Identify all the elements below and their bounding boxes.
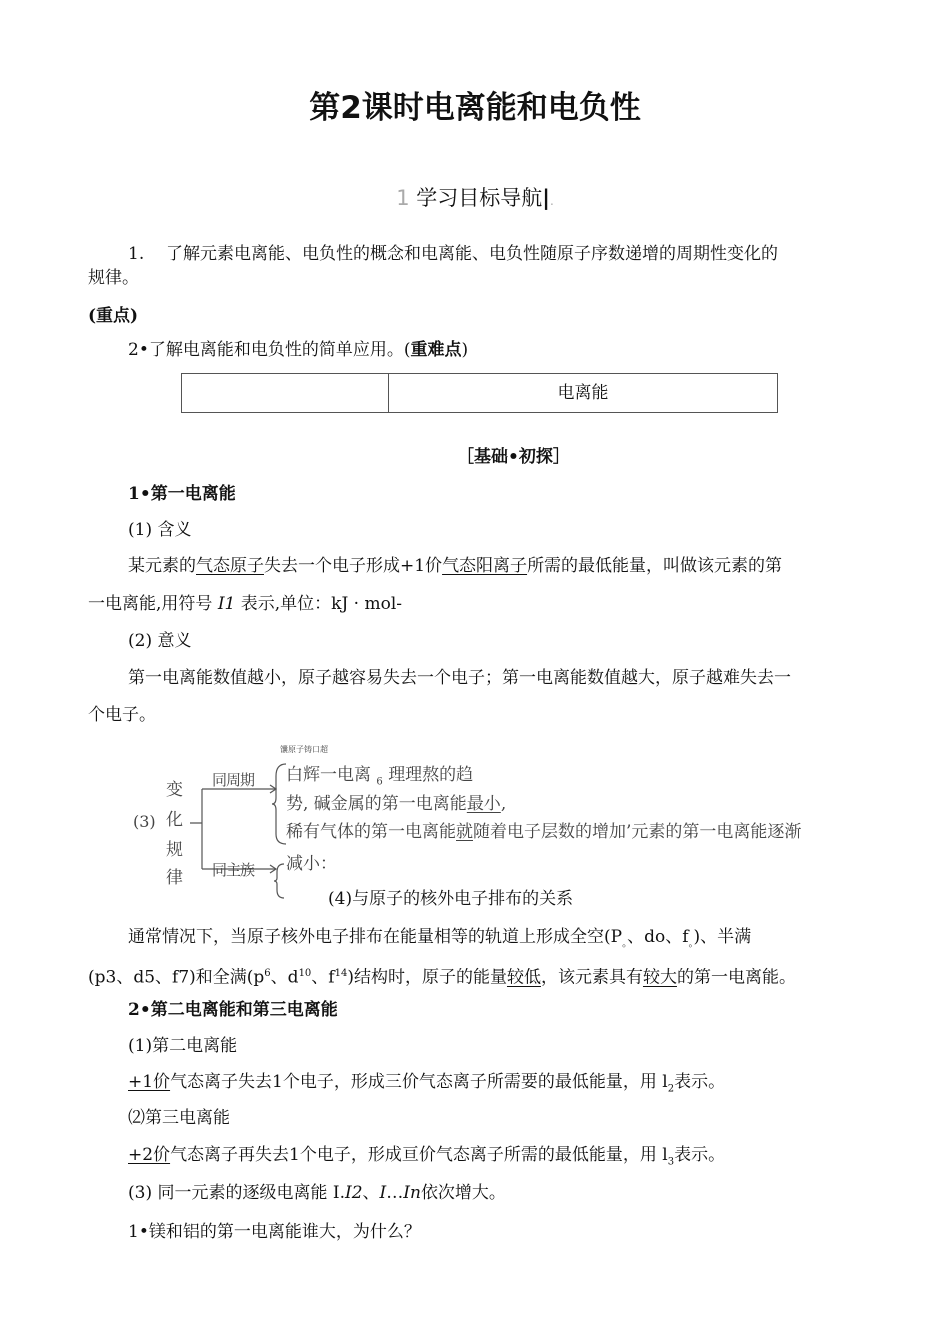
nav-number: 1 [396,186,410,210]
s1b-line1-a: 通常情况下，当原子核外电子排布在能量相等的轨道上形成全空(P [128,927,623,947]
def-text-b: 失去一个电子形成+1价 [264,556,443,576]
diagram-line-4: 减小： [286,854,337,874]
s1-heading: 1•第一电离能 [128,484,236,504]
diagram-branch-group: 同主族 [212,861,255,879]
def-underline-2: 气态阳离子 [442,556,528,576]
goal-2-text: 2•了解电离能和电负性的简单应用。( [128,340,411,360]
table-cell-empty [182,374,389,412]
diagram-line-3-underline: 就 [456,822,473,842]
def-underline-1: 气态原子 [196,556,264,576]
s2-line2-text: 气态离子再失去1个电子，形成亘价气态离子所需的最低能量，用 l [170,1145,668,1165]
s2-line3-b: 、 [362,1183,380,1203]
s1-def-line2 [88,592,402,616]
s1-sub1: (1) 含义 [128,520,192,540]
diagram-line-2-b: , [500,794,507,814]
diagram-line-3 [286,820,801,844]
goal-1-number: 1. [128,244,145,264]
s1b-line1-b: 、do、f [627,927,689,947]
table-cell-ionization: 电离能 [557,383,609,403]
s1-meaning-line1: 第一电离能数值越小，原子越容易失去一个电子；第一电离能数值越大，原子越难失去一 [128,668,791,688]
s2-line3-i2: I [379,1183,387,1203]
section-label: ［基础•初探］ [457,447,570,467]
diagram-char-3: 规 [166,840,183,860]
s1b-line1 [128,925,751,956]
s1b-line2-sup2: 10 [298,968,312,979]
goal-2-close: ) [461,340,469,360]
diagram-line-2-a: 势, 碱金属的第一电离能 [286,794,467,814]
goal-2-tag: 重难点 [410,340,462,360]
diagram-line-1-a: 白辉一电离 [286,765,371,785]
s1b-line2-f: 的第一电离能。 [676,967,796,988]
s1-sub4: (4)与原子的核外电子排布的关系 [328,889,574,909]
s1b-line1-end: )、半满 [693,927,752,947]
s1b-line2-c: 、f [311,967,335,988]
s2-line2-underline: +2价 [128,1145,171,1165]
s2-line1-underline: +1价 [128,1072,171,1092]
goal-1-tag: (重点) [88,306,139,326]
diagram-line-3-b: 随着电子层数的增加’元素的第一电离能逐渐 [473,822,802,842]
s1b-line2-d: )结构时，原子的能量 [347,967,507,988]
s2-line3-d: 依次增大。 [420,1183,506,1203]
s1b-line2-underline-1: 较低 [506,967,541,988]
s2-line1-text: 气态离子失去1个电子，形成三价气态离子所需要的最低能量，用 l [170,1072,668,1092]
goal-1-continued: 规律。 [88,268,139,288]
s1-meaning-line2: 个电子。 [88,705,156,725]
s2-line1-end: 表示。 [674,1072,726,1092]
s2-line2-end: 表示。 [674,1145,726,1165]
s1b-line2-underline-2: 较大 [642,967,677,988]
s1-def-line1 [128,554,782,578]
s2-line2-sub: 3 [667,1156,675,1168]
diagram-branch-period: 同周期 [212,771,255,789]
diagram-char-2: 化 [166,810,183,830]
diagram-line-1-sub: 6 [376,776,383,788]
s2-line3-a: (3) 同一元素的逐级电离能 I. [128,1183,346,1203]
goal-1-text: 了解元素电离能、电负性的概念和电离能、电负性随原子序数递增的周期性变化的 [166,244,778,264]
s2-line3-c: … [386,1183,404,1203]
s1b-line2 [88,962,796,990]
s2-line2 [128,1143,725,1174]
diagram-brace-bottom [272,862,286,900]
section-nav-heading [0,182,950,212]
s2-heading: 2•第二电离能和第三电离能 [128,1000,338,1020]
goal-2 [128,338,468,362]
diagram-line-2-underline: 最小 [466,794,501,814]
diagram-tiny-caption: 馕原子铸口超 [280,745,328,754]
nav-bar: | [542,186,550,210]
def2-symbol: I1 [217,594,236,614]
s2-line3-i1: I2 [345,1183,363,1203]
s2-line3 [128,1181,506,1205]
s1b-line2-a: (p3、d5、f7)和全满(p [88,967,265,988]
s1b-line2-sup1: 6 [264,968,271,979]
s2-line1 [128,1070,725,1101]
s1b-line1-sub2: 。 [688,938,694,950]
s2-sub1: (1)第二电离能 [128,1036,238,1056]
s2-sub2: ⑵第三电离能 [128,1108,230,1128]
page-title: 第2课时电离能和电负性 [309,90,641,126]
question: 1•镁和铝的第一电离能谁大，为什么？ [128,1222,421,1242]
diagram-line-1 [286,763,473,794]
s1-sub2: (2) 意义 [128,631,192,651]
s1b-line2-e: ，该元素具有 [540,967,643,988]
def-text-c: 所需的最低能量，叫做该元素的第 [527,556,783,576]
diagram-label-3: (3) [133,812,156,831]
s2-line1-sub: 2 [667,1083,675,1095]
diagram-line-2 [286,792,506,816]
s1b-line2-sup3: 14 [334,968,348,979]
s2-line3-i3: In [403,1183,421,1203]
s1b-line1-sub1: 。 [622,938,628,950]
diagram-line-3-a: 稀有气体的第一电离能 [286,822,456,842]
diagram-char-1: 变 [166,780,183,800]
diagram-line-1-b: 理理熬的趋 [388,765,474,785]
def2-text-b: 表示,单位：kJ · mol- [235,594,403,614]
def-text-a: 某元素的 [128,556,196,576]
nav-text: 学习目标导航 [416,186,543,210]
def2-text-a: 一电离能,用符号 [88,594,218,614]
nav-dot: . [549,194,554,208]
s1b-line2-b: 、d [270,967,299,988]
table [181,373,778,413]
diagram-char-4: 律 [166,868,183,888]
